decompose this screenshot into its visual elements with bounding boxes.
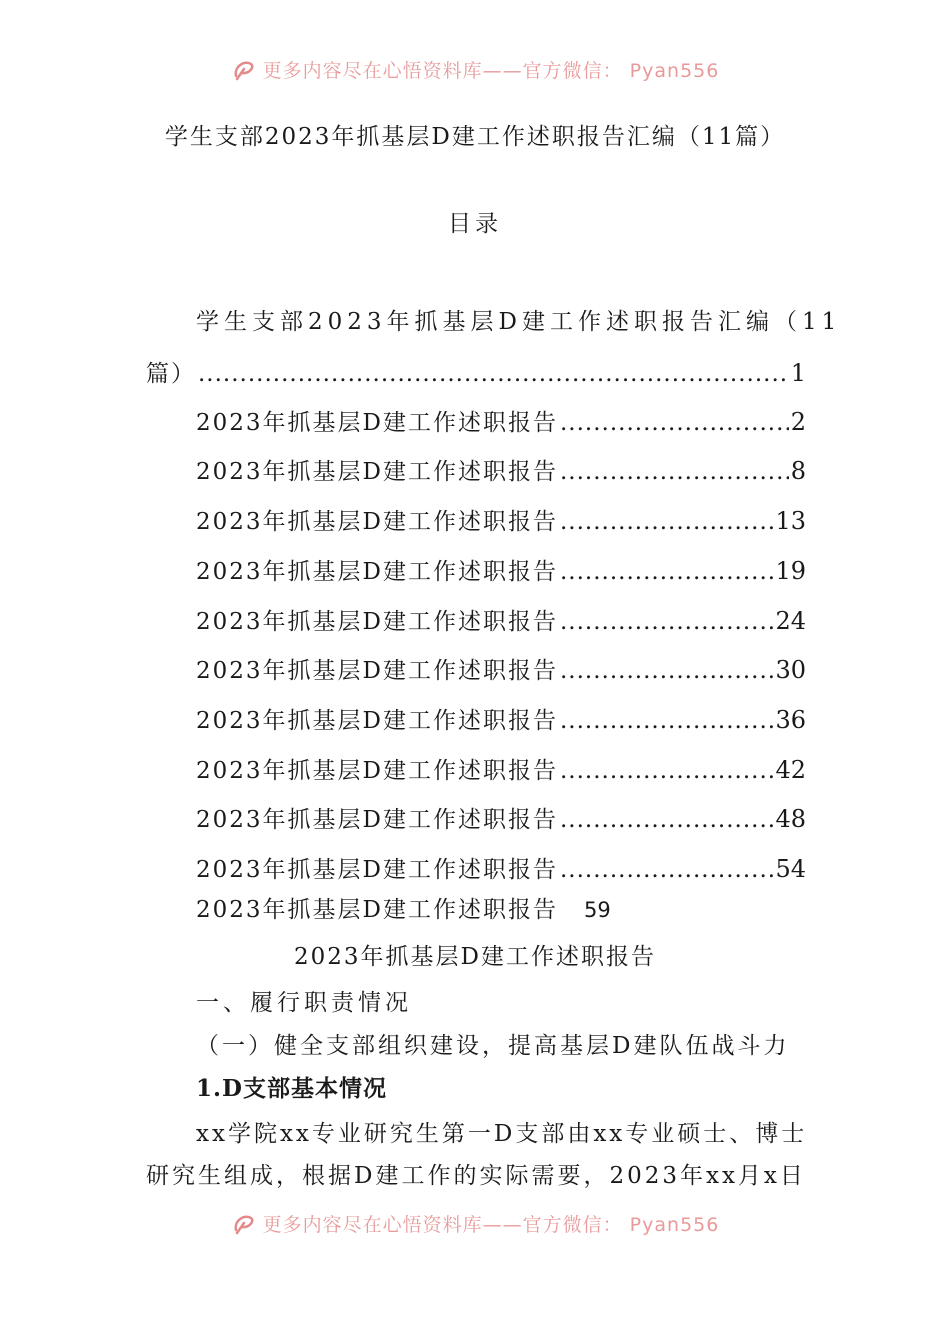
toc-dot-leader	[560, 609, 773, 635]
toc-entry-label: 2023年抓基层D建工作述职报告	[196, 758, 558, 784]
toc-entry-page: 1	[790, 359, 806, 387]
toc-dot-leader	[198, 361, 789, 387]
toc-entry-page: 30	[775, 656, 806, 684]
toc-entry-label: 2023年抓基层D建工作述职报告	[196, 509, 558, 535]
toc-entry-label: 2023年抓基层D建工作述职报告	[196, 708, 558, 734]
toc-dot-leader	[560, 459, 789, 485]
toc-entry[interactable]	[196, 752, 806, 786]
toc-entry-first-line1: 学生支部2023年抓基层D建工作述职报告汇编（11	[196, 309, 842, 335]
toc-entry-label: 2023年抓基层D建工作述职报告	[196, 857, 558, 883]
toc-dot-leader	[560, 410, 789, 436]
toc-entry-page: 59	[583, 898, 611, 922]
toc-entry[interactable]	[196, 603, 806, 637]
body-paragraph-line2: 研究生组成，根据D建工作的实际需要，2023年xx月x日	[146, 1163, 806, 1189]
toc-entry-page: 13	[775, 507, 806, 535]
toc-heading: 目录	[448, 211, 502, 237]
watermark-footer	[0, 1206, 950, 1240]
toc-entry-page: 8	[790, 457, 806, 485]
toc-entry[interactable]	[196, 553, 806, 587]
toc-entry-page: 54	[775, 855, 806, 883]
body-paragraph-line1: xx学院xx专业研究生第一D支部由xx专业硕士、博士	[196, 1121, 808, 1147]
toc-entry[interactable]	[196, 404, 806, 438]
toc-entry[interactable]	[196, 851, 806, 885]
toc-entry[interactable]	[196, 801, 806, 835]
section-title: 2023年抓基层D建工作述职报告	[294, 944, 656, 970]
toc-entry[interactable]	[196, 702, 806, 736]
toc-entry-label: 2023年抓基层D建工作述职报告	[196, 559, 558, 585]
toc-entry-page: 36	[775, 706, 806, 734]
toc-dot-leader	[560, 658, 773, 684]
toc-entry[interactable]	[196, 453, 806, 487]
toc-dot-leader	[560, 559, 773, 585]
pen-swirl-icon	[231, 1210, 257, 1236]
heading-level1: 一、履行职责情况	[196, 990, 412, 1016]
toc-entry[interactable]	[196, 503, 806, 537]
toc-dot-leader	[560, 509, 773, 535]
toc-entry-label: 2023年抓基层D建工作述职报告	[196, 459, 558, 485]
toc-entry[interactable]	[196, 652, 806, 686]
toc-entry-label: 篇）	[146, 361, 196, 387]
toc-dot-leader	[560, 708, 773, 734]
toc-entry-label: 2023年抓基层D建工作述职报告	[196, 897, 558, 923]
heading-level2: （一）健全支部组织建设，提高基层D建队伍战斗力	[196, 1033, 790, 1059]
pen-swirl-icon	[231, 56, 257, 82]
toc-entry-label: 2023年抓基层D建工作述职报告	[196, 658, 558, 684]
toc-entry-page: 48	[775, 805, 806, 833]
toc-entry-first[interactable]	[146, 355, 806, 389]
document-title: 学生支部2023年抓基层D建工作述职报告汇编（11篇）	[164, 124, 786, 150]
toc-entry-last[interactable]	[196, 893, 611, 927]
toc-entry-page: 42	[775, 756, 806, 784]
toc-entry-label: 2023年抓基层D建工作述职报告	[196, 410, 558, 436]
toc-entry-page: 19	[775, 557, 806, 585]
heading-level3: 1.D支部基本情况	[196, 1075, 387, 1102]
watermark-header	[0, 52, 950, 86]
toc-dot-leader	[560, 857, 773, 883]
toc-entry-label: 2023年抓基层D建工作述职报告	[196, 807, 558, 833]
toc-dot-leader	[560, 807, 773, 833]
toc-entry-label: 2023年抓基层D建工作述职报告	[196, 609, 558, 635]
toc-entry-page: 24	[775, 607, 806, 635]
watermark-text: 更多内容尽在心悟资料库——官方微信： Pyan556	[262, 59, 720, 82]
watermark-text: 更多内容尽在心悟资料库——官方微信： Pyan556	[262, 1213, 720, 1236]
toc-entry-page: 2	[790, 408, 806, 436]
toc-dot-leader	[560, 758, 773, 784]
